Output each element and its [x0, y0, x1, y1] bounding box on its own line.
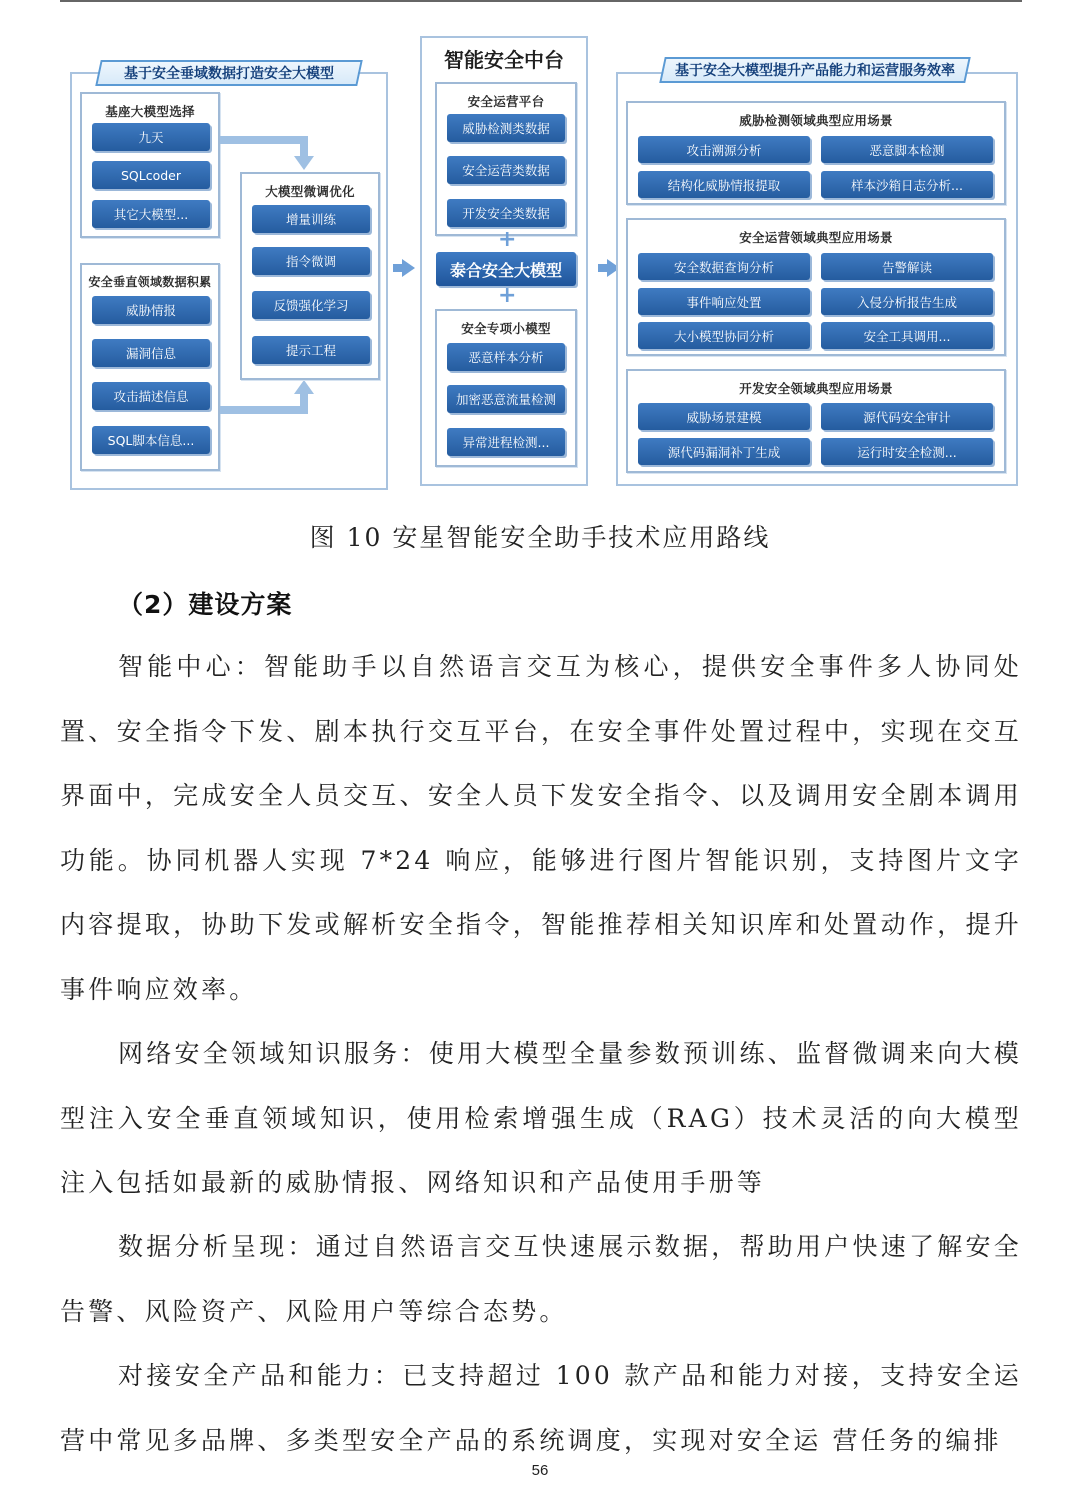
figure-caption: 图 10 安星智能安全助手技术应用路线	[309, 523, 771, 552]
threat-scene-item: 攻击溯源分析	[638, 136, 810, 163]
ops-platform-title: 安全运营平台	[467, 94, 545, 109]
plus-sign: +	[498, 227, 517, 252]
tech-roadmap-diagram	[0, 0, 1080, 500]
base-model-item: 其它大模型...	[92, 200, 210, 228]
ops-scene-item: 事件响应处置	[638, 288, 810, 315]
plus-sign: +	[498, 283, 517, 308]
small-model-item: 恶意样本分析	[447, 343, 565, 371]
big-model-chip: 泰合安全大模型	[436, 252, 576, 286]
ops-platform-item: 开发安全类数据	[447, 199, 565, 227]
vertical-data-title: 安全垂直领域数据积累	[88, 275, 212, 289]
page-number: 56	[531, 1462, 549, 1479]
ops-scene-item: 安全数据查询分析	[638, 253, 810, 280]
finetune-item: 增量训练	[252, 205, 370, 233]
ops-scene-item: 安全工具调用...	[821, 322, 993, 349]
finetune-item: 提示工程	[252, 336, 370, 364]
dev-scene-item: 运行时安全检测...	[821, 438, 993, 465]
small-model-item: 异常进程检测...	[447, 428, 565, 456]
middle-title: 智能安全中台	[444, 48, 564, 72]
ops-scene-item: 告警解读	[821, 253, 993, 280]
right-banner	[659, 57, 971, 83]
paragraph-product-integration: 对接安全产品和能力：已支持超过 100 款产品和能力对接，支持安全运营中常见多品牌、多类型安全产品的系统调度，实现对安全运 营任务的编排	[60, 1361, 1022, 1455]
base-model-title: 基座大模型选择	[105, 104, 195, 119]
finetune-title: 大模型微调优化	[265, 184, 355, 199]
paragraph-data-analysis: 数据分析呈现：通过自然语言交互快速展示数据，帮助用户快速了解安全告警、风险资产、风险用户等综合态势。	[60, 1232, 1022, 1326]
section-heading: （2）建设方案	[118, 590, 293, 619]
paragraph-intelligent-center: 智能中心：智能助手以自然语言交互为核心，提供安全事件多人协同处置、安全指令下发、剧本执行交互平台，在安全事件处置过程中，实现在交互界面中，完成安全人员交互、安全人员下发安全指令、以及调用安全剧本调用功能。协同机器人实现 7*24 响应，能够进行图片智能识别，支持图片文字内容提取，协助下发或解析安全指令，智能推荐相关知识库和处置动作，提升事件响应效率。	[60, 652, 1022, 1004]
left-banner-text: 基于安全垂域数据打造安全大模型	[124, 66, 334, 82]
vertical-data-item: SQL脚本信息...	[92, 426, 210, 454]
threat-scenes-title: 威胁检测领域典型应用场景	[739, 113, 893, 128]
ops-platform-item: 安全运营类数据	[447, 156, 565, 184]
vertical-data-item: 威胁情报	[92, 296, 210, 324]
threat-scene-item: 恶意脚本检测	[821, 136, 993, 163]
flow-arrow-left	[402, 259, 415, 277]
dev-scenes-title: 开发安全领域典型应用场景	[739, 381, 893, 396]
dev-scene-item: 威胁场景建模	[638, 403, 810, 430]
dev-scene-item: 源代码漏洞补丁生成	[638, 438, 810, 465]
threat-scene-item: 结构化威胁情报提取	[638, 171, 810, 198]
dev-scene-item: 源代码安全审计	[821, 403, 993, 430]
threat-scene-item: 样本沙箱日志分析...	[821, 171, 993, 198]
base-model-item: 九天	[92, 123, 210, 151]
right-banner-text: 基于安全大模型提升产品能力和运营服务效率	[675, 63, 955, 79]
ops-scene-item: 大小模型协同分析	[638, 322, 810, 349]
paragraph-knowledge-service: 网络安全领域知识服务：使用大模型全量参数预训练、监督微调来向大模型注入安全垂直领域知识，使用检索增强生成（RAG）技术灵活的向大模型注入包括如最新的威胁情报、网络知识和产品使用手册等	[60, 1039, 1022, 1197]
small-model-item: 加密恶意流量检测	[447, 385, 565, 413]
finetune-item: 反馈强化学习	[252, 291, 370, 319]
ops-scene-item: 入侵分析报告生成	[821, 288, 993, 315]
vertical-data-item: 攻击描述信息	[92, 382, 210, 410]
ops-platform-item: 威胁检测类数据	[447, 114, 565, 142]
ops-scenes-title: 安全运营领域典型应用场景	[739, 230, 893, 245]
vertical-data-item: 漏洞信息	[92, 339, 210, 367]
finetune-item: 指令微调	[252, 247, 370, 275]
small-models-title: 安全专项小模型	[461, 321, 551, 336]
base-model-item: SQLcoder	[92, 161, 210, 189]
